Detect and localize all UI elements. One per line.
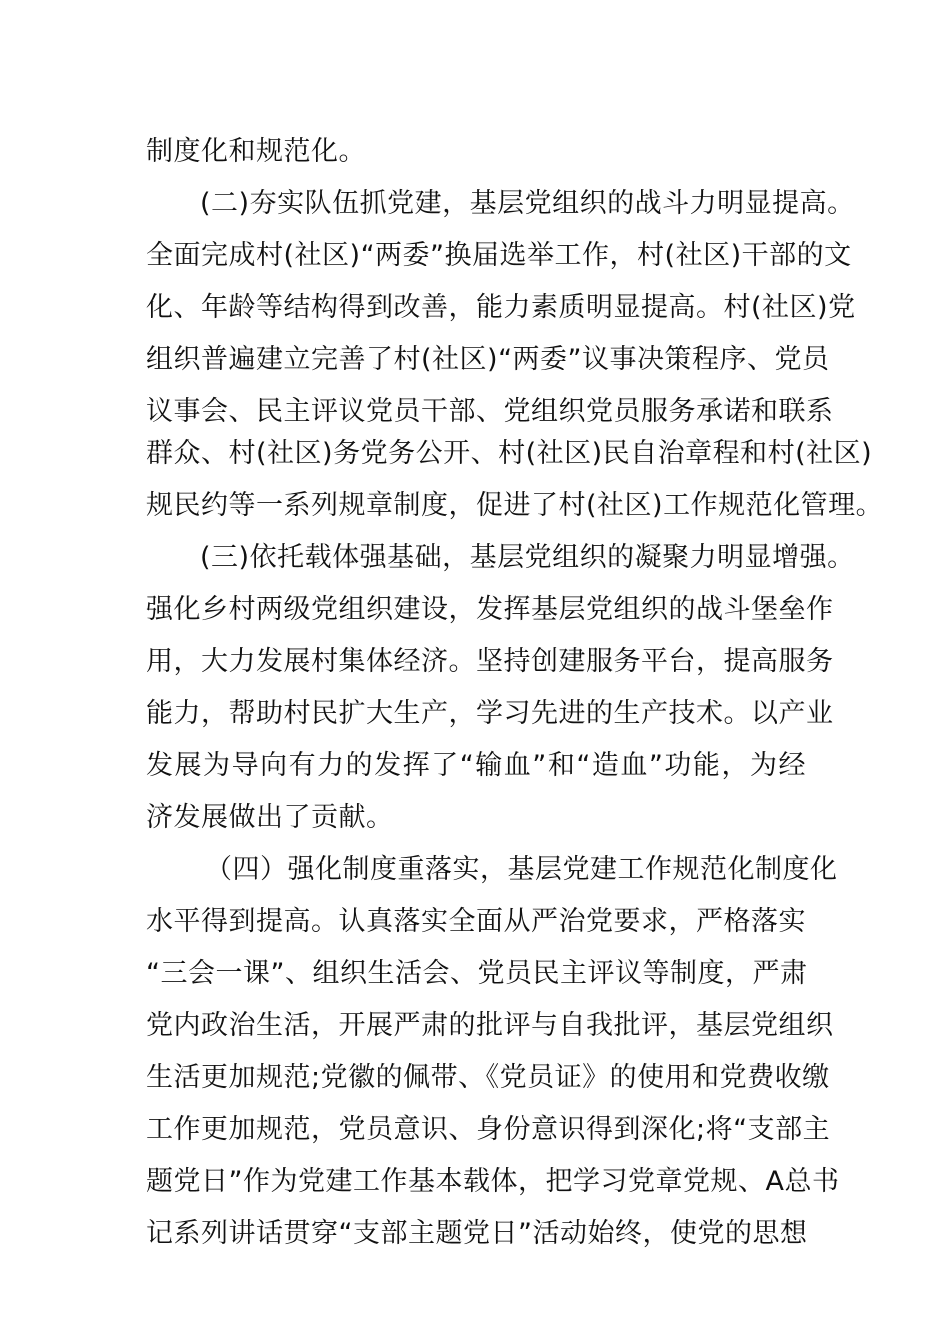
text-line: 题党日”作为党建工作基本载体，把学习党章党规、A总书 <box>146 1166 840 1197</box>
section-heading-3: (三)依托载体强基础，基层党组织的凝聚力明显增强。 <box>200 542 855 573</box>
text-line: “三会一课”、组织生活会、党员民主评议等制度，严肃 <box>146 958 808 989</box>
text-line: 工作更加规范，党员意识、身份意识得到深化;将“支部主 <box>146 1114 831 1145</box>
text-line: 议事会、民主评议党员干部、党组织党员服务承诺和联系 <box>146 396 834 427</box>
text-line: 党内政治生活，开展严肃的批评与自我批评，基层党组织 <box>146 1010 834 1041</box>
section-heading-2: (二)夯实队伍抓党建，基层党组织的战斗力明显提高。 <box>200 188 855 219</box>
text-line: 群众、村(社区)务党务公开、村(社区)民自治章程和村(社区) <box>146 438 873 469</box>
text-line: 制度化和规范化。 <box>146 136 366 167</box>
text-line: 全面完成村(社区)“两委”换届选举工作，村(社区)干部的文 <box>146 240 852 271</box>
text-line: 化、年龄等结构得到改善，能力素质明显提高。村(社区)党 <box>146 292 856 323</box>
text-line: 规民约等一系列规章制度，促进了村(社区)工作规范化管理。 <box>146 490 884 521</box>
text-line: 用，大力发展村集体经济。坚持创建服务平台，提高服务 <box>146 646 834 677</box>
section-heading-4: （四）强化制度重落实，基层党建工作规范化制度化 <box>205 854 838 885</box>
text-line: 水平得到提高。认真落实全面从严治党要求，严格落实 <box>146 906 806 937</box>
text-line: 生活更加规范;党徽的佩带、《党员证》的使用和党费收缴 <box>146 1062 830 1093</box>
text-line: 发展为导向有力的发挥了“输血”和“造血”功能，为经 <box>146 750 806 781</box>
text-line: 济发展做出了贡献。 <box>146 802 394 833</box>
text-line: 组织普遍建立完善了村(社区)“两委”议事决策程序、党员 <box>146 344 830 375</box>
text-line: 能力，帮助村民扩大生产，学习先进的生产技术。以产业 <box>146 698 834 729</box>
text-line: 记系列讲话贯穿“支部主题党日”活动始终，使党的思想 <box>146 1218 808 1249</box>
text-line: 强化乡村两级党组织建设，发挥基层党组织的战斗堡垒作 <box>146 594 834 625</box>
